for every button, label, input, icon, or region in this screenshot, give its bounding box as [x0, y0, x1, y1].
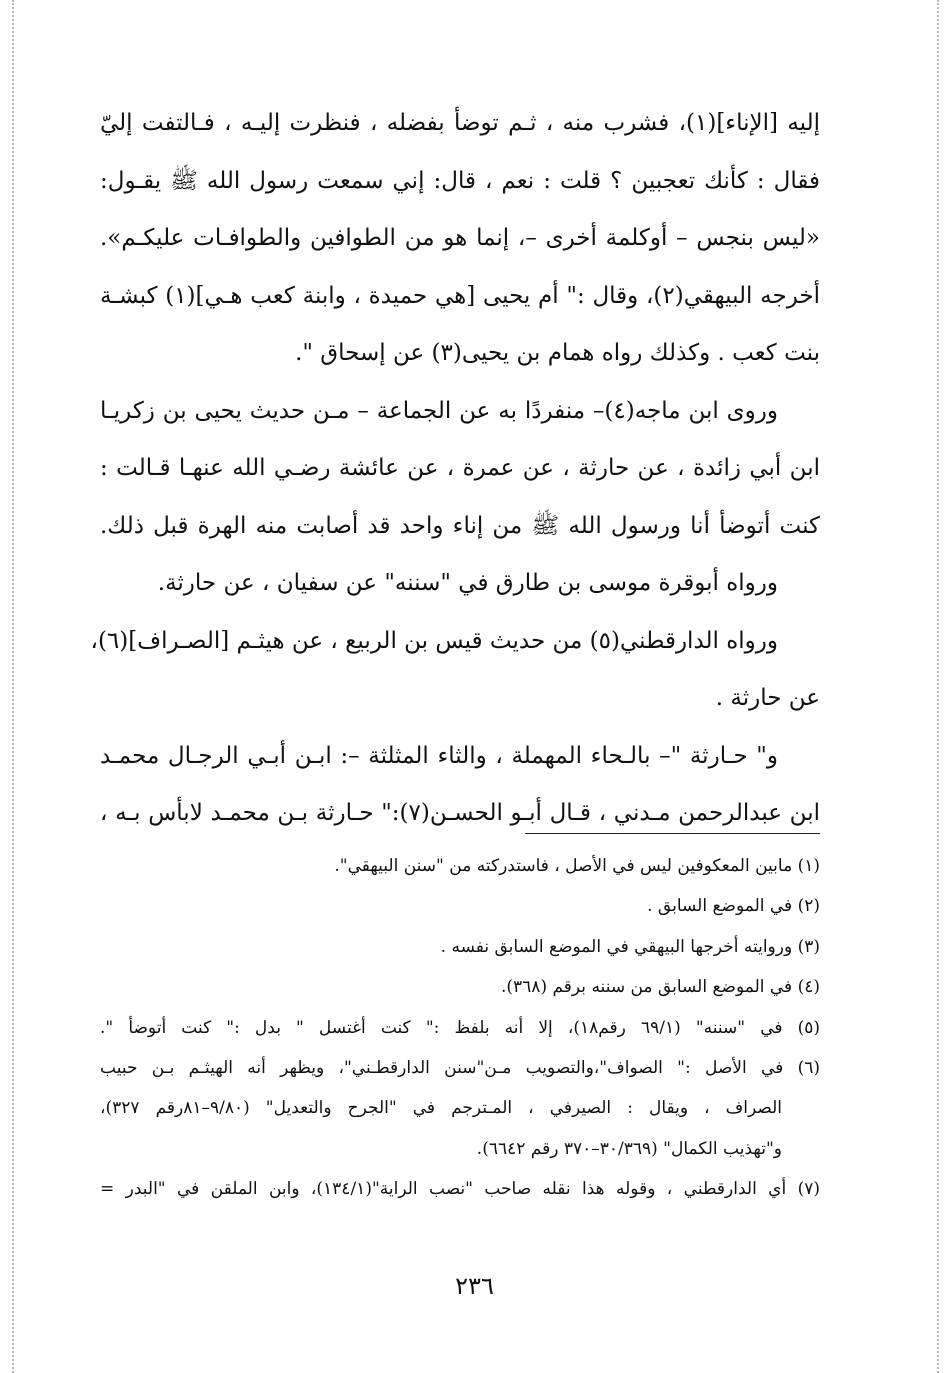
footnote-line: الصراف ، ويقال : الصيرفي ، المـترجم في "الجرح والتعديل" (٩/٨٠–٨١رقم ٣٢٧)،	[100, 1098, 782, 1119]
main-text-line: فقال : كأنك تعجبين ؟ قلت : نعم ، قال: إني سمعت رسول الله ﷺ يقـول:	[100, 167, 820, 194]
main-text-line: كنت أتوضأ أنا ورسول الله ﷺ من إناء واحد قد أصابت منه الهرة قبل ذلك.	[100, 512, 820, 539]
footnote-line: (٦) في الأصل :" الصواف"،والتصويب مـن"سنن الدارقطـني"، ويظهر أنه الهيثـم بـن حبيب	[100, 1057, 820, 1078]
footnote-line: (٧) أي الدارقطني ، وقوله هذا نقله صاحب "نصب الراية"(١٣٤/١)، وابن الملقن في "البدر =	[100, 1179, 820, 1200]
scan-right-edge	[937, 0, 939, 1373]
main-text-line: «ليس بنجس – أوكلمة أخرى –، إنما هو من الطوافين والطوافـات عليكـم».	[100, 225, 820, 251]
page-number: ٢٣٦	[455, 1272, 494, 1300]
main-text-line: ابن عبدالرحمن مـدني ، قـال أبـو الحسـن(٧):" حـارثة بـن محمـد لابأس بـه ،	[100, 800, 820, 826]
footnote-line: (٢) في الموضع السابق .	[647, 896, 820, 917]
footnote-line: (٤) في الموضع السابق من سننه برقم (٣٦٨).	[501, 977, 820, 998]
main-text-line: و" حـارثة "– بالـحاء المهملة ، والثاء المثلثة –: ابـن أبـي الرجـال محمـد	[100, 742, 778, 769]
footnotes-block	[100, 846, 820, 1210]
footnote-line: و"تهذيب الكمال" (٣٠/٣٦٩–٣٧٠ رقم ٦٦٤٢).	[476, 1138, 782, 1159]
footnote-separator	[525, 833, 820, 834]
main-text-block	[90, 95, 820, 843]
main-text-line: بنت كعب . وكذلك رواه همام بن يحيى(٣) عن إسحاق ".	[295, 340, 820, 366]
main-text-line: إليه [الإناء](١)، فشرب منه ، ثـم توضأ بفضله ، فنظرت إليـه ، فـالتفت إليّ	[100, 110, 820, 136]
main-text-line: وروى ابن ماجه(٤)– منفردًا به عن الجماعة – مـن حديث يحيى بن زكريـا	[100, 397, 778, 424]
footnote-line: (٥) في "سننه" (٦٩/١ رقم١٨)، إلا أنه بلفظ :" كنت أغتسل " بدل :" كنت أتوضأ ".	[100, 1017, 820, 1038]
footnote-line: (١) مابين المعكوفين ليس في الأصل ، فاستدركته من "سنن البيهقي".	[334, 856, 820, 876]
main-text-line: ورواه أبوقرة موسى بن طارق في "سننه" عن سفيان ، عن حارثة.	[157, 570, 778, 596]
scan-left-edge	[12, 0, 14, 1373]
main-text-line: ورواه الدارقطني(٥) من حديث قيس بن الربيع ، عن هيثـم [الصـراف](٦)،	[90, 627, 778, 654]
main-text-line: ابن أبي زائدة ، عن حارثة ، عن عمرة ، عن عائشة رضـي الله عنهـا قـالت :	[100, 455, 820, 481]
main-text-line: عن حارثة .	[715, 685, 820, 711]
main-text-line: أخرجه البيهقي(٢)، وقال :" أم يحيى [هي حميدة ، وابنة كعب هـي](١) كبشـة	[100, 282, 820, 309]
footnote-line: (٣) وروايته أخرجها البيهقي في الموضع السابق نفسه .	[440, 936, 820, 957]
